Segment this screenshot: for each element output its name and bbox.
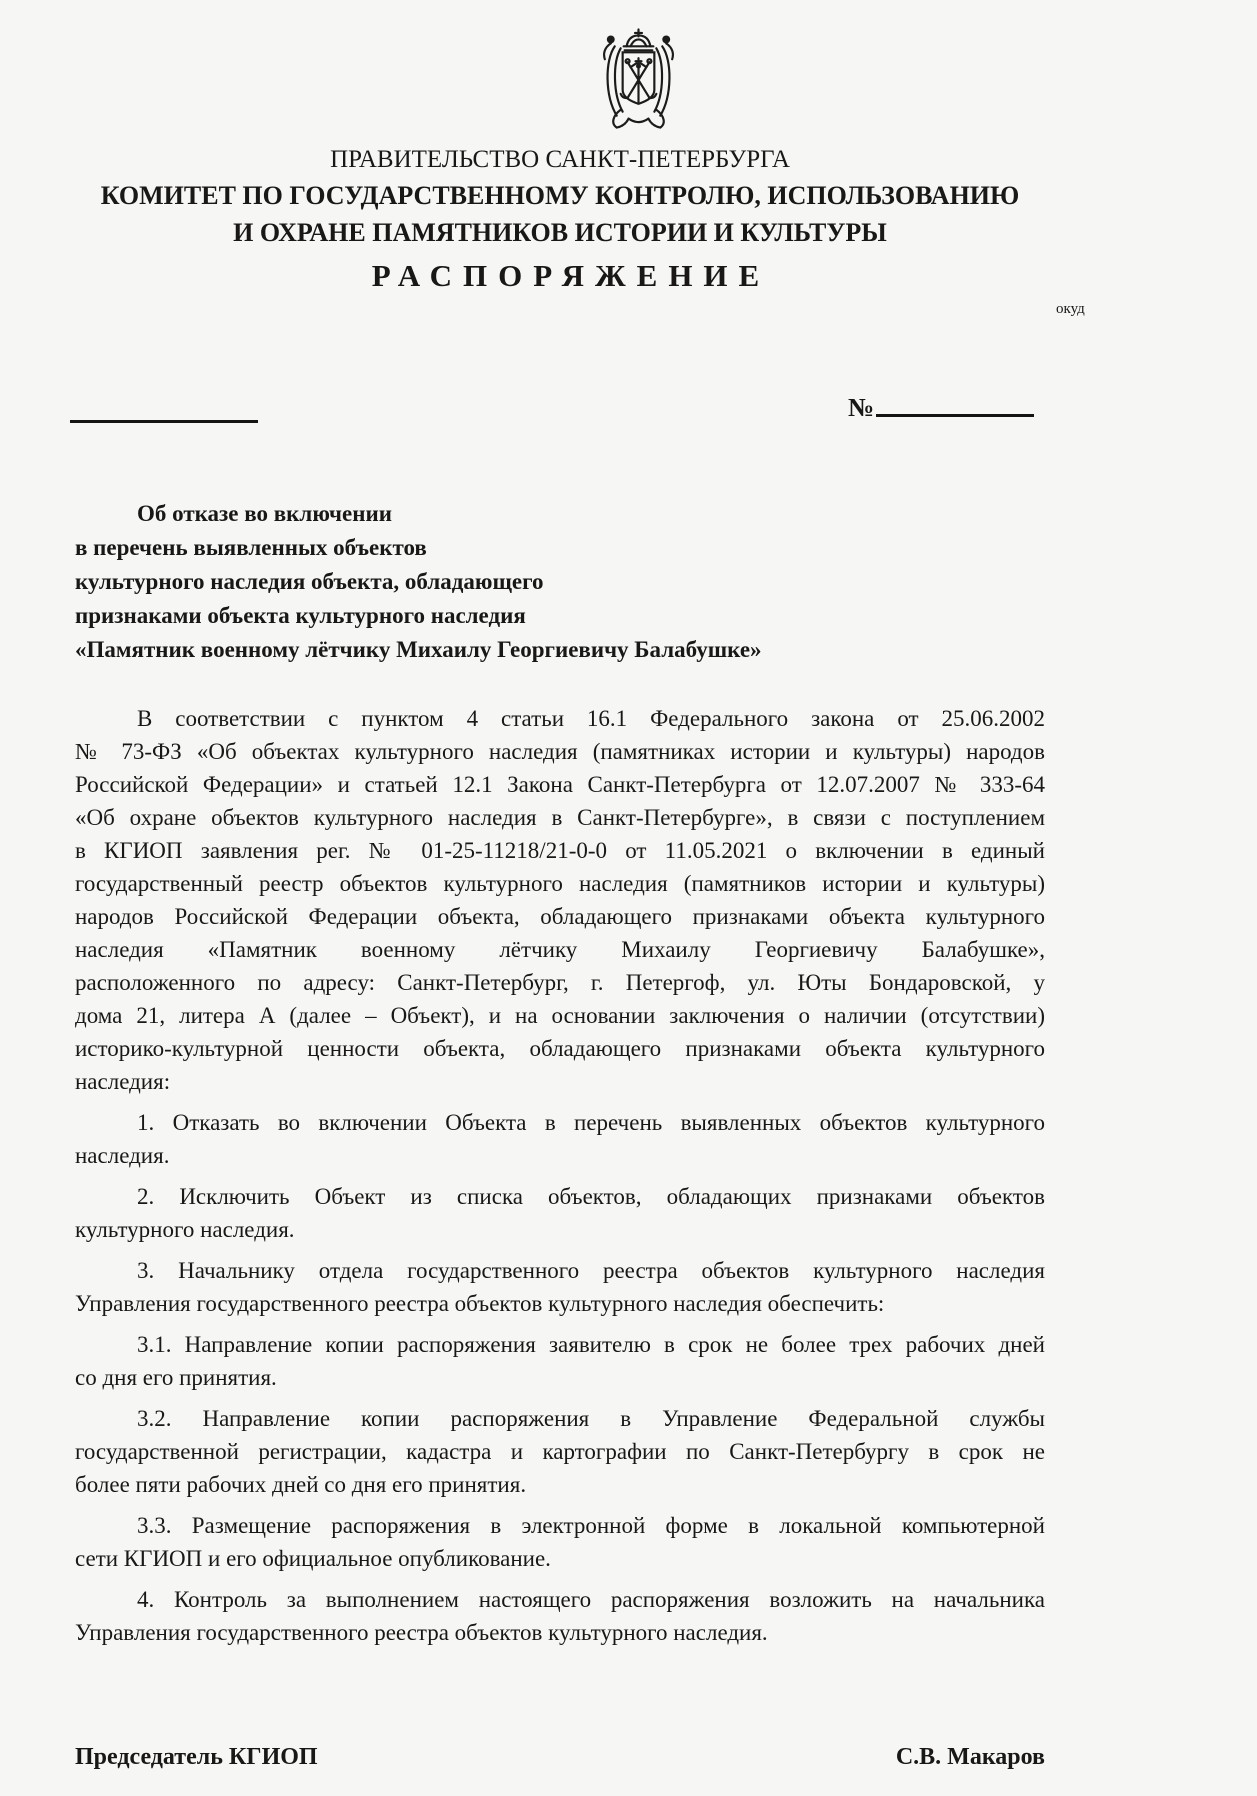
paragraph <box>75 1402 1045 1501</box>
text-line: признаками объекта культурного наследия <box>75 603 526 628</box>
text-line: Управления государственного реестра объектов культурного наследия. <box>75 1620 768 1645</box>
number-field <box>848 394 1034 421</box>
header-government-line: ПРАВИТЕЛЬСТВО САНКТ-ПЕТЕРБУРГА <box>330 146 790 173</box>
text-line: наследия «Памятник военному лётчику Михаилу Георгиевичу Балабушке», <box>75 937 1045 962</box>
text-line: наследия. <box>75 1143 170 1168</box>
signer-name: С.В. Макаров <box>895 1744 1045 1770</box>
date-blank-line <box>70 400 258 423</box>
text-line: В соответствии с пунктом 4 статьи 16.1 Федерального закона от 25.06.2002 <box>137 706 1045 731</box>
text-line: «Об охране объектов культурного наследия в Санкт-Петербурге», в связи с поступлением <box>75 805 1045 830</box>
text-line: № 73-ФЗ «Об объектах культурного наследия (памятниках истории и культуры) народов <box>75 739 1045 764</box>
text-line: государственный реестр объектов культурного наследия (памятников истории и культуры) <box>75 871 1045 896</box>
text-line: дома 21, литера А (далее – Объект), и на основании заключения о наличии (отсутствии) <box>75 1003 1045 1028</box>
number-sign: № <box>848 393 875 422</box>
text-line: «Памятник военному лётчику Михаилу Георгиевичу Балабушке» <box>75 637 762 662</box>
okud-label: окуд <box>1056 301 1085 317</box>
paragraph <box>75 1509 1045 1575</box>
text-line: 1. Отказать во включении Объекта в перечень выявленных объектов культурного <box>137 1110 1045 1135</box>
text-line: Российской Федерации» и статьей 12.1 Закона Санкт-Петербурга от 12.07.2007 № 333-64 <box>75 772 1045 797</box>
paragraph <box>75 1106 1045 1172</box>
subject-title-block <box>75 497 1045 667</box>
document-type-title: РАСПОРЯЖЕНИЕ <box>371 258 771 293</box>
text-line: 4. Контроль за выполнением настоящего распоряжения возложить на начальника <box>137 1587 1045 1612</box>
text-line: со дня его принятия. <box>75 1365 277 1390</box>
body-text-block <box>75 702 1045 1649</box>
text-line: народов Российской Федерации объекта, обладающего признаками объекта культурного <box>75 904 1045 929</box>
text-line: Об отказе во включении <box>137 501 392 526</box>
text-line: 3.1. Направление копии распоряжения заявителю в срок не более трех рабочих дней <box>137 1332 1045 1357</box>
text-line: государственной регистрации, кадастра и картографии по Санкт-Петербургу в срок не <box>75 1439 1045 1464</box>
signature-row <box>75 1744 1045 1771</box>
text-line: 3.2. Направление копии распоряжения в Управление Федеральной службы <box>137 1406 1045 1431</box>
text-line: 2. Исключить Объект из списка объектов, обладающих признаками объектов <box>137 1184 1045 1209</box>
text-line: наследия: <box>75 1069 171 1094</box>
text-line: более пяти рабочих дней со дня его принятия. <box>75 1472 527 1497</box>
text-line: 3.3. Размещение распоряжения в электронной форме в локальной компьютерной <box>137 1513 1045 1538</box>
text-line: в КГИОП заявления рег. № 01-25-11218/21-0-0 от 11.05.2021 о включении в единый <box>75 838 1045 863</box>
text-line: расположенного по адресу: Санкт-Петербург, г. Петергоф, ул. Юты Бондаровской, у <box>75 970 1045 995</box>
header-committee-line1: КОМИТЕТ ПО ГОСУДАРСТВЕННОМУ КОНТРОЛЮ, ИСПОЛЬЗОВАНИЮ <box>100 181 1020 210</box>
spb-coat-of-arms-emblem <box>587 26 690 136</box>
paragraph <box>75 1328 1045 1394</box>
paragraph <box>75 1180 1045 1246</box>
text-line: в перечень выявленных объектов <box>75 535 427 560</box>
paragraph <box>75 1254 1045 1320</box>
text-line: Управления государственного реестра объектов культурного наследия обеспечить: <box>75 1291 885 1316</box>
text-line: историко-культурной ценности объекта, обладающего признаками объекта культурного <box>75 1036 1045 1061</box>
paragraph <box>75 702 1045 1098</box>
text-line: 3. Начальнику отдела государственного реестра объектов культурного наследия <box>137 1258 1045 1283</box>
text-line: культурного наследия объекта, обладающего <box>75 569 544 594</box>
header-committee-line2: И ОХРАНЕ ПАМЯТНИКОВ ИСТОРИИ И КУЛЬТУРЫ <box>233 218 887 247</box>
number-blank-line <box>876 414 1034 417</box>
text-line: культурного наследия. <box>75 1217 295 1242</box>
text-line: сети КГИОП и его официальное опубликование. <box>75 1546 551 1571</box>
signer-position: Председатель КГИОП <box>75 1744 318 1770</box>
paragraph <box>75 1583 1045 1649</box>
paragraph <box>75 497 1045 667</box>
